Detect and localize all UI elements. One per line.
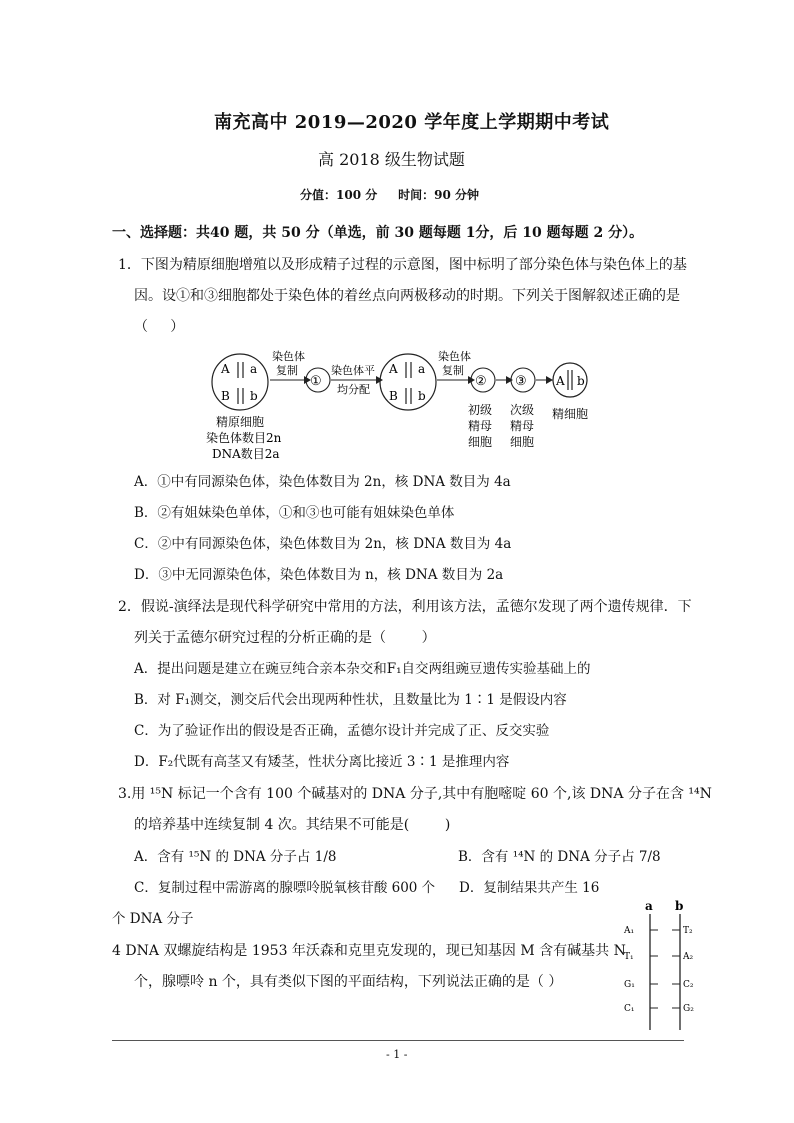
cell1-gene-b: b (250, 389, 258, 403)
question-3-option-d: D．复制结果共产生 16 (459, 880, 600, 896)
question-3-option-d-cont: 个 DNA 分子 (112, 911, 194, 927)
question-2-line-2: 列关于孟德尔研究过程的分析正确的是（ ） (134, 630, 436, 646)
caption-3-1: 次级 (510, 403, 535, 417)
exam-meta: 分值：100 分 时间：90 分钟 (300, 188, 479, 202)
cell2-gene-b: b (418, 389, 426, 403)
strand-a-label: a (645, 899, 653, 913)
question-1-option-b: B．②有姐妹染色单体，①和③也可能有姐妹染色单体 (134, 505, 455, 521)
exam-subtitle: 高 2018 级生物试题 (318, 150, 465, 169)
cell2-gene-A: A (389, 362, 398, 376)
caption-3-2: 精母 (510, 419, 535, 433)
question-1-option-d: D．③中无同源染色体，染色体数目为 n，核 DNA 数目为 2a (134, 567, 504, 583)
page-number: - 1 - (386, 1048, 408, 1061)
dna-strand-diagram (618, 898, 698, 1034)
arrow1-label-1: 染色体 (272, 350, 305, 363)
caption-left-2: 染色体数目2n (206, 431, 282, 445)
question-2-option-c: C．为了验证作出的假设是否正确，孟德尔设计并完成了正、反交实验 (134, 723, 550, 739)
caption-left-1: 精原细胞 (216, 415, 265, 429)
arrow3-label-2: 复制 (442, 364, 464, 377)
base-A2: A₂ (683, 952, 694, 962)
question-4-line-2: 个，腺嘌呤 n 个，具有类似下图的平面结构，下列说法正确的是（ ） (134, 974, 563, 990)
cell1-gene-B: B (221, 389, 230, 403)
caption-3-3: 细胞 (510, 435, 535, 449)
question-2-line-1: 2．假说-演绎法是现代科学研究中常用的方法，利用该方法，孟德尔发现了两个遗传规律．下 (118, 599, 692, 615)
base-T2: T₂ (683, 926, 693, 936)
final-gene-b: b (577, 374, 585, 388)
question-3-option-a: A．含有 ¹⁵N 的 DNA 分子占 1/8 (134, 849, 337, 865)
question-3-line-1: 3.用 ¹⁵N 标记一个含有 100 个碱基对的 DNA 分子,其中有胞嘧啶 60 个,该 DNA 分子在含 ¹⁴N (118, 786, 712, 802)
base-A1: A₁ (624, 926, 635, 936)
arrow1-label-2: 复制 (276, 364, 298, 377)
caption-left-3: DNA数目2a (212, 447, 280, 461)
question-2-option-a: A．提出问题是建立在豌豆纯合亲本杂交和F₁自交两组豌豆遗传实验基础上的 (134, 661, 591, 677)
cell1-gene-a: a (250, 362, 258, 376)
caption-2-1: 初级 (468, 403, 493, 417)
question-2-option-b: B．对 F₁测交，测交后代会出现两种性状，且数量比为 1∶1 是假设内容 (134, 692, 567, 708)
question-1-option-c: C．②中有同源染色体，染色体数目为 2n，核 DNA 数目为 4a (134, 536, 512, 552)
caption-2-2: 精母 (468, 419, 493, 433)
cell2-gene-B: B (389, 389, 398, 403)
question-3-option-c: C．复制过程中需游离的腺嘌呤脱氧核苷酸 600 个 (134, 880, 436, 896)
base-T1: T₁ (624, 952, 634, 962)
question-3-option-b: B．含有 ¹⁴N 的 DNA 分子占 7/8 (458, 849, 661, 865)
spermatogenesis-diagram (200, 344, 620, 466)
final-gene-A: A (556, 374, 565, 388)
question-1-line-3: （ ） (134, 319, 185, 335)
caption-2-3: 细胞 (468, 435, 493, 449)
cell1-gene-A: A (221, 362, 230, 376)
strand-b-label: b (675, 899, 684, 913)
caption-final: 精细胞 (552, 407, 589, 421)
footer-rule (112, 1040, 684, 1041)
cell-3-label: ③ (515, 374, 527, 389)
question-3-line-2: 的培养基中连续复制 4 次。其结果不可能是( ) (134, 817, 451, 833)
base-G1: G₁ (624, 980, 635, 990)
question-4-line-1: 4 DNA 双螺旋结构是 1953 年沃森和克里克发现的，现已知基因 M 含有碱基共 N (112, 943, 626, 959)
cell2-gene-a: a (418, 362, 426, 376)
cell-2-label: ② (475, 374, 487, 389)
question-1-line-2: 因。设①和③细胞都处于染色体的着丝点向两极移动的时期。下列关于图解叙述正确的是 (134, 288, 680, 304)
question-2-option-d: D．F₂代既有高茎又有矮茎，性状分离比接近 3∶1 是推理内容 (134, 754, 510, 770)
exam-title: 南充高中 2019—2020 学年度上学期期中考试 (214, 112, 610, 133)
cell-1-label: ① (310, 374, 322, 389)
arrow3-label-1: 染色体 (438, 350, 471, 363)
section-heading: 一、选择题：共40 题，共 50 分（单选，前 30 题每题 1分，后 10 题每题 2 分）。 (112, 225, 644, 241)
arrow2-label-2: 均分配 (337, 383, 370, 396)
question-1-line-1: 1．下图为精原细胞增殖以及形成精子过程的示意图，图中标明了部分染色体与染色体上的基 (118, 257, 687, 273)
arrow2-label-1: 染色体平 (331, 364, 375, 377)
base-C1: C₁ (624, 1004, 635, 1014)
base-G2: G₂ (683, 1004, 694, 1014)
question-1-option-a: A．①中有同源染色体，染色体数目为 2n，核 DNA 数目为 4a (134, 474, 511, 490)
base-C2: C₂ (683, 980, 694, 990)
